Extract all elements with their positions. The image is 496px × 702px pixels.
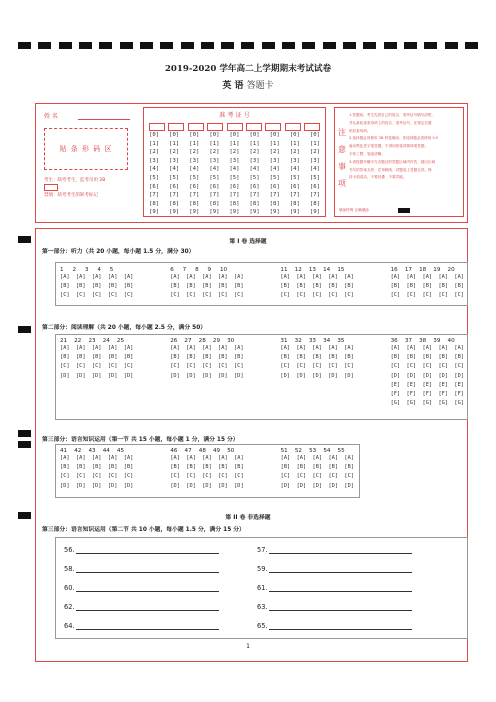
option-row[interactable]: [A] [A] [A] [A] [A]: [60, 345, 134, 351]
question-numbers: 16 17 18 19 20: [390, 267, 455, 273]
question-group[interactable]: [281, 448, 354, 491]
option-row[interactable]: [G] [G] [G] [G] [G]: [390, 400, 464, 407]
option-row[interactable]: [A] [A] [A] [A] [A]: [60, 274, 134, 280]
question-group[interactable]: [280, 267, 353, 301]
absent-checkbox[interactable]: [44, 184, 58, 191]
volume-2-title: 第 II 卷 非选择题: [225, 515, 271, 521]
fill-in-answer-line[interactable]: [76, 553, 219, 554]
exam-number-label: 准 考 证 号: [219, 112, 250, 119]
part-3-title: 第三部分：语言知识运用（第一节 共 15 小题，每小题 1 分，满分 15 分）: [42, 437, 239, 443]
option-row[interactable]: [C] [C] [C] [C] [C]: [390, 292, 464, 299]
digit-bubble[interactable]: [4]: [229, 166, 240, 173]
digit-bubble[interactable]: [6]: [309, 183, 320, 190]
digit-bubble[interactable]: [7]: [249, 192, 260, 199]
digit-bubble[interactable]: [2]: [289, 149, 300, 156]
digit-bubble[interactable]: [2]: [309, 149, 320, 156]
digit-bubble[interactable]: [5]: [169, 174, 180, 181]
part-3-groups[interactable]: [60, 448, 354, 491]
fill-in-number: 60.: [64, 584, 75, 592]
notes-line: 2.选择题必须使用 2B 铅笔填涂；非选择题必须使用 0.5: [349, 136, 439, 141]
digit-bubble[interactable]: [0]: [209, 132, 220, 138]
digit-bubble[interactable]: [5]: [149, 174, 160, 181]
notes-line: 书写的答案无效；在草稿纸、试题卷上答题无效。保: [349, 167, 432, 172]
digit-bubble[interactable]: [7]: [189, 192, 200, 199]
digit-bubble[interactable]: [9]: [249, 209, 260, 216]
option-row[interactable]: [A] [A] [A] [A] [A]: [280, 274, 354, 280]
digit-bubble[interactable]: [5]: [309, 174, 320, 181]
digit-bubble[interactable]: [9]: [149, 209, 160, 216]
question-numbers: 21 22 23 24 25: [60, 338, 125, 344]
digit-bubble[interactable]: [1]: [229, 140, 240, 147]
question-group[interactable]: [60, 338, 133, 408]
digit-bubble[interactable]: [6]: [229, 183, 240, 190]
exam-digit-column[interactable]: [310, 131, 320, 217]
digit-bubble[interactable]: [2]: [169, 149, 180, 156]
digit-bubble[interactable]: [5]: [249, 174, 260, 181]
digit-bubble[interactable]: [6]: [149, 183, 160, 190]
digit-bubble[interactable]: [6]: [269, 183, 280, 190]
option-row[interactable]: [A] [A] [A] [A] [A]: [280, 455, 354, 461]
option-row[interactable]: [C] [C] [C] [C] [C]: [390, 363, 464, 370]
option-row[interactable]: [B] [B] [B] [B] [B]: [390, 354, 464, 361]
barcode-area: 贴 条 形 码 区: [44, 128, 128, 170]
fill-example-label: 填涂样例 正确填涂: [339, 208, 369, 212]
question-numbers: 11 12 13 14 15: [280, 267, 345, 273]
exam-digit-column[interactable]: [270, 131, 280, 217]
part-2-title: 第二部分：阅读理解（共 20 小题，每小题 2.5 分，满分 50）: [42, 325, 207, 331]
digit-bubble[interactable]: [1]: [189, 140, 200, 147]
fill-in-number: 63.: [257, 603, 268, 611]
digit-bubble[interactable]: [9]: [229, 209, 240, 216]
digit-bubble[interactable]: [3]: [169, 157, 180, 164]
volume-1-title: 第 I 卷 选择题: [229, 239, 267, 245]
digit-bubble[interactable]: [1]: [249, 140, 260, 147]
digit-bubble[interactable]: [3]: [249, 157, 260, 164]
option-row[interactable]: [E] [E] [E] [E] [E]: [390, 381, 464, 388]
digit-bubble[interactable]: [6]: [209, 183, 220, 190]
absent-note-2: 禁填：缺考考生的缺考标记: [44, 193, 98, 198]
question-numbers: 26 27 28 29 30: [170, 338, 235, 344]
notes-line: 并认真检查条形码上的姓名、准考证号，在规定位置: [349, 120, 432, 125]
question-numbers: 41 42 43 44 45: [60, 448, 125, 454]
digit-bubble[interactable]: [1]: [209, 140, 220, 147]
exam-digit-column[interactable]: [209, 131, 219, 217]
option-row[interactable]: [C] [C] [C] [C] [C]: [170, 363, 244, 370]
digit-bubble[interactable]: [9]: [189, 209, 200, 216]
option-row[interactable]: [A] [A] [A] [A] [A]: [390, 345, 464, 351]
digit-bubble[interactable]: [7]: [289, 192, 300, 199]
option-row[interactable]: [D] [D] [D] [D] [D]: [280, 372, 354, 379]
question-group[interactable]: [170, 448, 243, 491]
digit-bubble[interactable]: [8]: [269, 200, 280, 207]
part-4-title: 第三部分：语言知识运用（第二节 共 10 小题，每小题 1.5 分，满分 15 分）: [42, 527, 245, 533]
question-group[interactable]: [60, 448, 133, 491]
digit-bubble[interactable]: [2]: [189, 149, 200, 156]
part-1-groups[interactable]: [60, 267, 464, 301]
digit-bubble[interactable]: [3]: [149, 157, 160, 164]
fill-in-number: 56.: [64, 546, 75, 554]
digit-bubble[interactable]: [7]: [149, 192, 160, 199]
question-group[interactable]: [280, 338, 353, 408]
notes-line: 毫米黑色签字笔答题，不得用铅笔或圆珠笔答题；: [349, 144, 429, 149]
question-numbers: 51 52 53 54 55: [280, 448, 345, 454]
notes-line: 贴好条形码。: [349, 128, 371, 133]
digit-bubble[interactable]: [3]: [229, 157, 240, 164]
option-row[interactable]: [D] [D] [D] [D] [D]: [390, 372, 464, 379]
notes-side-label: 注 意 事 项: [338, 128, 346, 188]
fill-example-mark: [398, 208, 410, 213]
digit-bubble[interactable]: [6]: [169, 183, 180, 190]
exam-digit-column[interactable]: [189, 131, 199, 217]
fill-in-answer-line[interactable]: [76, 572, 219, 573]
option-row[interactable]: [B] [B] [B] [B] [B]: [280, 464, 354, 471]
option-row[interactable]: [D] [D] [D] [D] [D]: [60, 482, 134, 489]
digit-bubble[interactable]: [8]: [249, 200, 260, 207]
digit-bubble[interactable]: [0]: [289, 132, 300, 138]
fill-in-answer-line[interactable]: [76, 591, 219, 592]
option-row[interactable]: [C] [C] [C] [C] [C]: [170, 292, 244, 299]
option-row[interactable]: [A] [A] [A] [A] [A]: [170, 274, 244, 280]
digit-bubble[interactable]: [0]: [169, 132, 180, 138]
digit-bubble[interactable]: [1]: [309, 140, 320, 147]
fill-in-number: 64.: [64, 622, 75, 630]
answer-sheet-subtitle: 英 语 答题卡: [222, 81, 274, 91]
question-numbers: 46 47 48 49 50: [170, 448, 235, 454]
name-input-line[interactable]: [78, 119, 130, 120]
option-row[interactable]: [B] [B] [B] [B] [B]: [280, 283, 354, 290]
option-row[interactable]: [D] [D] [D] [D] [D]: [170, 372, 244, 379]
question-group[interactable]: [170, 267, 243, 301]
digit-bubble[interactable]: [8]: [289, 200, 300, 207]
digit-bubble[interactable]: [9]: [289, 209, 300, 216]
option-row[interactable]: [D] [D] [D] [D] [D]: [170, 482, 244, 489]
option-row[interactable]: [B] [B] [B] [B] [B]: [170, 354, 244, 361]
fill-in-answer-line[interactable]: [269, 553, 412, 554]
digit-bubble[interactable]: [0]: [249, 132, 260, 138]
digit-bubble[interactable]: [9]: [209, 209, 220, 216]
timing-marks: [18, 42, 478, 50]
option-row[interactable]: [C] [C] [C] [C] [C]: [170, 473, 244, 480]
option-row[interactable]: [C] [C] [C] [C] [C]: [280, 292, 354, 299]
digit-bubble[interactable]: [2]: [249, 149, 260, 156]
option-row[interactable]: [D] [D] [D] [D] [D]: [60, 372, 134, 379]
exam-digit-column[interactable]: [169, 131, 179, 217]
digit-bubble[interactable]: [5]: [289, 174, 300, 181]
digit-bubble[interactable]: [5]: [269, 174, 280, 181]
digit-bubble[interactable]: [0]: [149, 132, 160, 138]
page-number: 1: [246, 643, 250, 650]
question-numbers: 31 32 33 34 35: [280, 338, 345, 344]
option-row[interactable]: [B] [B] [B] [B] [B]: [60, 464, 134, 471]
digit-bubble[interactable]: [9]: [169, 209, 180, 216]
digit-bubble[interactable]: [3]: [309, 157, 320, 164]
digit-bubble[interactable]: [3]: [209, 157, 220, 164]
side-mark: [18, 441, 31, 448]
digit-bubble[interactable]: [6]: [289, 183, 300, 190]
digit-bubble[interactable]: [2]: [229, 149, 240, 156]
fill-in-answer-line[interactable]: [269, 629, 412, 630]
digit-bubble[interactable]: [3]: [189, 157, 200, 164]
digit-bubble[interactable]: [7]: [209, 192, 220, 199]
exam-title: 2019-2020 学年高二上学期期末考试试卷: [164, 64, 332, 74]
option-row[interactable]: [B] [B] [B] [B] [B]: [170, 283, 244, 290]
name-label: 姓 名: [44, 113, 58, 120]
digit-bubble[interactable]: [4]: [289, 166, 300, 173]
option-row[interactable]: [A] [A] [A] [A] [A]: [280, 345, 354, 351]
option-row[interactable]: [F] [F] [F] [F] [F]: [390, 391, 464, 398]
digit-bubble[interactable]: [0]: [229, 132, 240, 138]
option-row[interactable]: [B] [B] [B] [B] [B]: [280, 354, 354, 361]
exam-digit-column[interactable]: [250, 131, 260, 217]
digit-bubble[interactable]: [8]: [229, 200, 240, 207]
fill-in-answer-line[interactable]: [76, 629, 219, 630]
option-row[interactable]: [B] [B] [B] [B] [B]: [60, 354, 134, 361]
notes-line: 3.请按题号顺序在各题目的答题区域内作答，超出区域: [349, 159, 436, 164]
fill-in-number: 57.: [257, 546, 268, 554]
digit-bubble[interactable]: [7]: [169, 192, 180, 199]
side-mark: [18, 430, 31, 437]
fill-in-number: 65.: [257, 622, 268, 630]
option-row[interactable]: [A] [A] [A] [A] [A]: [60, 455, 134, 461]
digit-bubble[interactable]: [4]: [169, 166, 180, 173]
option-row[interactable]: [C] [C] [C] [C] [C]: [60, 363, 134, 370]
digit-bubble[interactable]: [9]: [309, 209, 320, 216]
notes-line: 字体工整、笔迹清晰。: [349, 151, 385, 156]
digit-bubble[interactable]: [5]: [209, 174, 220, 181]
digit-bubble[interactable]: [1]: [269, 140, 280, 147]
question-group[interactable]: [60, 267, 133, 301]
fill-in-number: 58.: [64, 565, 75, 573]
question-group[interactable]: [391, 338, 464, 408]
question-numbers: 1 2 3 4 5: [60, 267, 114, 273]
digit-bubble[interactable]: [6]: [249, 183, 260, 190]
digit-bubble[interactable]: [4]: [149, 166, 160, 173]
side-mark: [18, 326, 31, 333]
digit-bubble[interactable]: [0]: [189, 132, 200, 138]
notes-line: 1.答题前，考生先将自己的姓名、准考证号填写清楚，: [349, 113, 436, 117]
part-1-title: 第一部分：听力（共 20 小题，每小题 1.5 分，满分 30）: [42, 249, 195, 255]
digit-bubble[interactable]: [9]: [269, 209, 280, 216]
digit-bubble[interactable]: [2]: [269, 149, 280, 156]
digit-bubble[interactable]: [4]: [189, 166, 200, 173]
digit-bubble[interactable]: [4]: [309, 166, 320, 173]
question-group[interactable]: [170, 338, 243, 408]
digit-bubble[interactable]: [8]: [169, 200, 180, 207]
question-numbers: 36 37 38 39 40: [390, 338, 455, 344]
fill-in-number: 62.: [64, 603, 75, 611]
absent-note: 考生：缺考考生，监考员用 2B: [44, 178, 106, 183]
option-row[interactable]: [C] [C] [C] [C] [C]: [280, 363, 354, 370]
digit-bubble[interactable]: [8]: [209, 200, 220, 207]
digit-bubble[interactable]: [1]: [289, 140, 300, 147]
digit-bubble[interactable]: [0]: [309, 132, 320, 138]
digit-bubble[interactable]: [7]: [269, 192, 280, 199]
digit-bubble[interactable]: [3]: [289, 157, 300, 164]
digit-bubble[interactable]: [8]: [309, 200, 320, 207]
digit-bubble[interactable]: [1]: [149, 140, 160, 147]
digit-bubble[interactable]: [5]: [229, 174, 240, 181]
option-row[interactable]: [C] [C] [C] [C] [C]: [60, 292, 134, 299]
exam-digit-column[interactable]: [229, 131, 239, 217]
notes-line: 持卡面清洁，不要折叠、不要弄破。: [349, 175, 407, 180]
exam-number-bubbles: [149, 131, 320, 217]
option-row[interactable]: [A] [A] [A] [A] [A]: [170, 455, 244, 461]
digit-bubble[interactable]: [2]: [149, 149, 160, 156]
exam-digit-column[interactable]: [290, 131, 300, 217]
fill-in-answer-line[interactable]: [76, 610, 219, 611]
digit-bubble[interactable]: [0]: [269, 132, 280, 138]
question-numbers: 6 7 8 9 10: [170, 267, 228, 273]
digit-bubble[interactable]: [2]: [209, 149, 220, 156]
exam-digit-column[interactable]: [149, 131, 159, 217]
option-row[interactable]: [A] [A] [A] [A] [A]: [390, 274, 464, 280]
option-row[interactable]: [A] [A] [A] [A] [A]: [170, 345, 244, 351]
digit-bubble[interactable]: [8]: [149, 200, 160, 207]
part-2-groups[interactable]: [60, 338, 464, 408]
option-row[interactable]: [B] [B] [B] [B] [B]: [390, 283, 464, 290]
digit-bubble[interactable]: [4]: [269, 166, 280, 173]
digit-bubble[interactable]: [6]: [189, 183, 200, 190]
fill-in-answer-line[interactable]: [269, 591, 412, 592]
fill-in-number: 61.: [257, 584, 268, 592]
digit-bubble[interactable]: [7]: [309, 192, 320, 199]
digit-bubble[interactable]: [4]: [209, 166, 220, 173]
digit-bubble[interactable]: [5]: [189, 174, 200, 181]
option-row[interactable]: [C] [C] [C] [C] [C]: [280, 473, 354, 480]
digit-bubble[interactable]: [4]: [249, 166, 260, 173]
fill-in-number: 59.: [257, 565, 268, 573]
option-row[interactable]: [B] [B] [B] [B] [B]: [60, 283, 134, 290]
option-row[interactable]: [B] [B] [B] [B] [B]: [170, 464, 244, 471]
option-row[interactable]: [D] [D] [D] [D] [D]: [280, 482, 354, 489]
fill-in-answer-line[interactable]: [269, 572, 412, 573]
digit-bubble[interactable]: [1]: [169, 140, 180, 147]
digit-bubble[interactable]: [7]: [229, 192, 240, 199]
notes-text: [349, 112, 463, 182]
digit-bubble[interactable]: [3]: [269, 157, 280, 164]
question-group[interactable]: [391, 267, 464, 301]
digit-bubble[interactable]: [8]: [189, 200, 200, 207]
fill-in-answer-line[interactable]: [269, 610, 412, 611]
option-row[interactable]: [C] [C] [C] [C] [C]: [60, 473, 134, 480]
